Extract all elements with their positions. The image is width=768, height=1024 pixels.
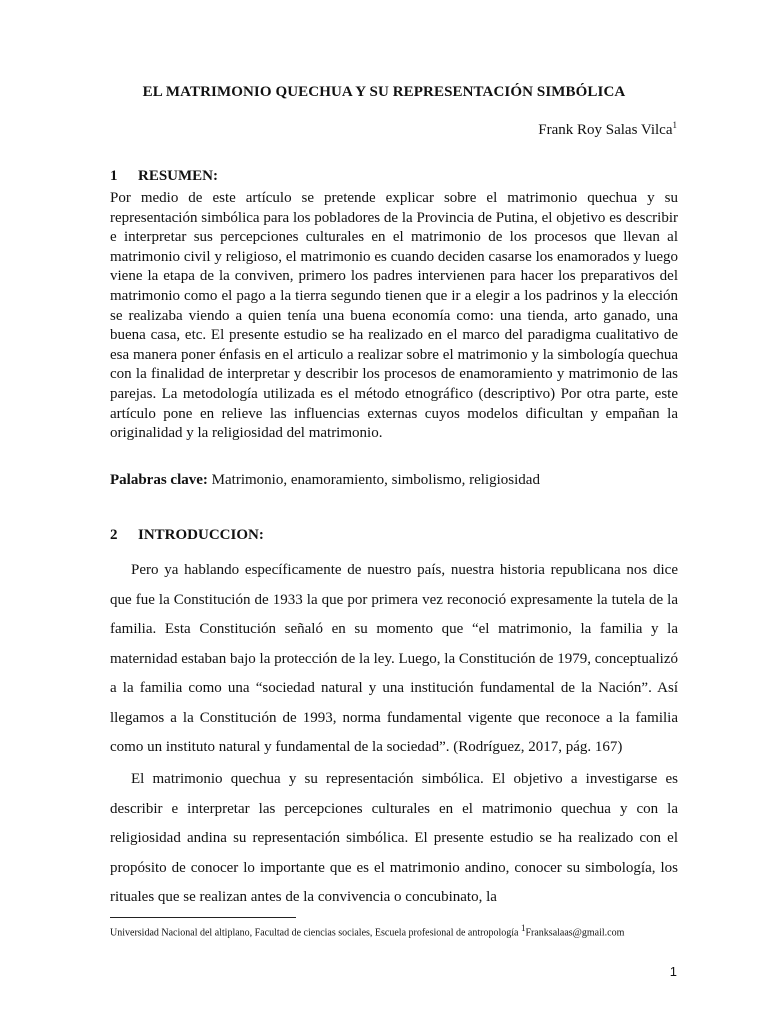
section-heading-introduccion <box>110 527 264 544</box>
abstract-paragraph: Por medio de este artículo se pretende explicar sobre el matrimonio quechua y su representación simbólica para los pobladores de la Provincia de Putina, el objetivo es describir e interpretar sus percepciones culturales en el matrimonio de los procesos que llevan al matrimonio civil y religioso, el matrimonio es cuando deciden casarse los enamorados y luego viene la etapa de la conviven, primero los padres intervienen para hacer los preparativos del matrimonio como el pago a la tierra segundo tienen que ir a elegir a los padrinos y la elección se realizaba viendo a quien tenía una buena economía como: una tienda, arto ganado, una buena casa, etc. El presente estudio se ha realizado en el marco del paradigma cualitativo de esa manera poner énfasis en el articulo a realizar sobre el matrimonio y la simbología quechua con la finalidad de interpretar y describir los procesos de enamoramiento y matrimonio de las parejas. La metodología utilizada es el método etnográfico (descriptivo) Por otra parte, este artículo pone en relieve las influencias externas cuyos modelos dificultan y empañan la originalidad y la religiosidad del matrimonio. <box>110 190 678 442</box>
footnote-divider <box>110 917 296 918</box>
footnote-email: Franksalaas@gmail.com <box>525 927 625 939</box>
keywords-line <box>110 471 678 491</box>
section-title: RESUMEN: <box>138 168 219 184</box>
intro-paragraph-objective: El matrimonio quechua y su representación simbólica. El objetivo a investigarse es describir e interpretar las percepciones culturales en el matrimonio quechua y con la religiosidad andina su representación simbólica. El presente estudio se ha realizado con el propósito de conocer lo importante que es el matrimonio andino, conocer su simbología, los rituales que se realizan antes de la convivencia o concubinato, la <box>110 771 678 905</box>
section-number: 1 <box>110 168 118 184</box>
footnote <box>110 923 710 938</box>
document-title: EL MATRIMONIO QUECHUA Y SU REPRESENTACIÓN SIMBÓLICA <box>142 84 626 100</box>
page-number: 1 <box>669 964 677 979</box>
section-title: INTRODUCCION: <box>138 527 264 543</box>
author-line <box>538 120 677 139</box>
intro-paragraph-quote: Pero ya hablando específicamente de nuestro país, nuestra historia republicana nos dice que fue la Constitución de 1933 la que por primera vez reconoció expresamente la tutela de la familia. Esta Constitución señaló en su momento que “el matrimonio, la familia y la maternidad estaban bajo la protección de la ley. Luego, la Constitución de 1979, conceptualizó a la familia como una “sociedad natural y una institución fundamental de la Nación”. Así llegamos a la Constitución de 1993, norma fundamental vigente que reconoce a la familia como un instituto natural y fundamental de la sociedad”. (Rodríguez, 2017, pág. 167) <box>110 562 679 755</box>
section-number: 2 <box>110 527 118 543</box>
footnote-text: Universidad Nacional del altiplano, Facultad de ciencias sociales, Escuela profesional de antropología <box>110 927 521 939</box>
section-heading-resumen <box>110 168 218 185</box>
author-footnote-mark: 1 <box>672 120 677 130</box>
footnote-mark: 1 <box>520 923 526 933</box>
keywords-text: Matrimonio, enamoramiento, simbolismo, religiosidad <box>211 472 540 488</box>
keywords-label: Palabras clave: <box>110 472 208 488</box>
author-name: Frank Roy Salas Vilca <box>538 122 673 138</box>
